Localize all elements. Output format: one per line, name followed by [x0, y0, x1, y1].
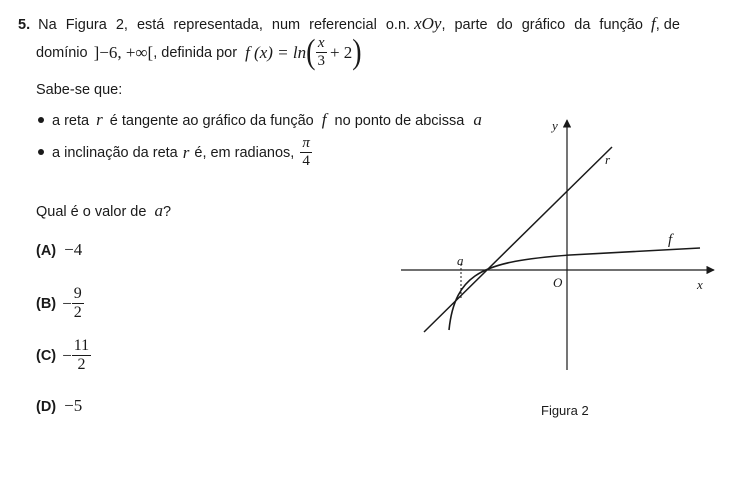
known-intro: Sabe-se que:	[36, 82, 123, 98]
figure-caption: Figura 2	[541, 403, 589, 418]
option-value: −4	[64, 240, 83, 259]
option-label: (C)	[36, 347, 57, 364]
variable-a: a	[473, 110, 482, 129]
bullet-2-text-a: a inclinação da reta	[52, 144, 178, 161]
domain-expression: ]−6, +∞[	[93, 42, 154, 62]
bullet-1-text-a: a reta	[52, 113, 90, 129]
abscissa-a-label: a	[457, 253, 464, 268]
frac-num: 9	[73, 285, 82, 302]
bullet-1-text-b: é tangente ao gráfico da função	[109, 113, 314, 129]
option-sign: −	[62, 345, 72, 365]
bullet-2-text-b: é, em radianos,	[194, 144, 295, 161]
function-f: f	[651, 14, 656, 33]
question-text: Na Figura 2, está representada, num referencial o.n.	[38, 17, 411, 33]
ask-variable: a	[154, 201, 163, 220]
bullet-1-text-c: no ponto de abcissa	[334, 113, 465, 129]
question-text-tail: , parte do gráfico da função	[441, 17, 643, 33]
line-r: r	[96, 110, 103, 129]
function-definition: f (x) = ln	[245, 42, 307, 62]
open-paren: (	[306, 32, 316, 72]
close-paren: )	[352, 32, 362, 72]
question-text-end: , de	[655, 17, 680, 33]
option-label: (D)	[36, 399, 57, 415]
function-curve-f	[449, 248, 700, 330]
definition-label: , definida por	[153, 44, 238, 61]
frac-den: 3	[317, 53, 325, 69]
option-sign: −	[62, 293, 72, 313]
function-f-ref: f	[321, 110, 327, 129]
frac-den: 2	[73, 304, 82, 321]
origin-label: O	[553, 275, 563, 290]
line-r-label: r	[605, 152, 611, 167]
frac-num: x	[317, 35, 325, 51]
option-label: (A)	[36, 243, 57, 259]
ask-question-mark: ?	[162, 204, 172, 220]
curve-f-label: f	[668, 232, 673, 248]
option-label: (B)	[36, 295, 57, 312]
frac-num: π	[302, 135, 310, 151]
plus-two: + 2	[329, 42, 353, 62]
tangent-line-r	[424, 147, 612, 332]
ref-xoy: xOy	[414, 14, 442, 33]
domain-label: domínio	[36, 44, 88, 61]
y-axis-label: y	[552, 118, 558, 133]
line-r: r	[182, 142, 190, 162]
option-value: −5	[64, 396, 83, 415]
question-number: 5.	[18, 17, 31, 33]
x-axis-label: x	[697, 277, 703, 292]
ask-text: Qual é o valor de	[36, 204, 147, 220]
frac-den: 2	[77, 356, 86, 373]
frac-num: 11	[73, 337, 90, 354]
frac-den: 4	[302, 153, 310, 169]
